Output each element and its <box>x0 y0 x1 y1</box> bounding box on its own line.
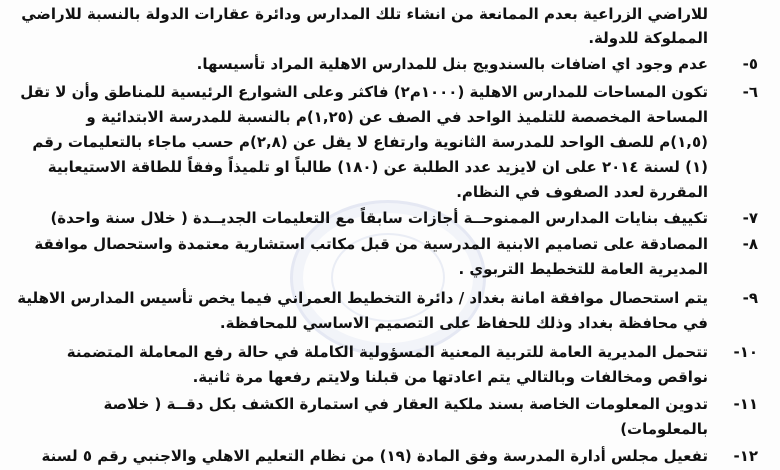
item-number: -١١ <box>733 395 758 413</box>
item-text: عدم وجود اي اضافات بالسندويج بنل للمدارس الاهلية المراد تأسيسها. <box>196 55 708 73</box>
intro-line: المملوكة للدولة. <box>588 29 708 47</box>
item-number: -٨ <box>742 235 758 253</box>
item-text: (١) لسنة ٢٠١٤ على ان لايزيد عدد الطلبة عن (١٨٠) طالباً او تلميذاً وفقاً للطاقة الاستيعابية <box>47 158 708 176</box>
item-number: -٧ <box>742 209 758 227</box>
item-text: (١,٥)م للصف الواحد للمدرسة الثانوية وارتفاع لا يقل عن (٢,٨)م حسب ماجاء بالتعليمات رقم <box>32 133 708 151</box>
item-text: في محافظة بغداد وذلك للحفاظ على التصميم الاساسي للمحافظة. <box>219 314 708 332</box>
item-text: تكون المساحات للمدارس الاهلية (١٠٠٠م٢) فاكثر وعلى الشوارع الرئيسية للمناطق وأن لا تقل <box>20 83 708 101</box>
item-text: تكييف بنايات المدارس الممنوحــة أجازات سابقاً مع التعليمات الجديــدة ( خلال سنة واحدة) <box>50 209 708 227</box>
item-text: بالمعلومات) <box>620 420 708 438</box>
item-number: -٦ <box>742 83 758 101</box>
item-text: يتم استحصال موافقة امانة بغداد / دائرة التخطيط العمراني فيما يخص تأسيس المدارس الاهلية <box>17 289 708 307</box>
item-number: -١٢ <box>733 447 758 465</box>
item-text: نواقص ومخالفات وبالتالي يتم اعادتها من قبلنا ولايتم رفعها مرة ثانية. <box>192 368 708 386</box>
item-number: -٩ <box>742 289 758 307</box>
item-text: تدوين المعلومات الخاصة بسند ملكية العقار في استمارة الكشف بكل دقــة ( خلاصة <box>103 395 708 413</box>
item-text: المقررة لعدد الصفوف في النظام. <box>456 183 708 201</box>
item-text: المساحة المخصصة للتلميذ الواحد في الصف عن (١,٢٥)م بالنسبة للمدرسة الابتدائية و <box>86 108 708 126</box>
item-text: المديرية العامة للتخطيط التربوي . <box>458 260 708 278</box>
item-text: المصادقة على تصاميم الابنية المدرسية من قبل مكاتب استشارية معتمدة واستحصال موافقة <box>34 235 708 253</box>
item-number: -٥ <box>742 55 758 73</box>
item-text: تفعيل مجلس أدارة المدرسة وفق المادة (١٩) من نظام التعليم الاهلي والاجنبي رقم ٥ لسنة <box>41 447 708 465</box>
item-number: -١٠ <box>733 343 758 361</box>
intro-line: للاراضي الزراعية بعدم الممانعة من انشاء تلك المدارس ودائرة عقارات الدولة بالنسبة للاراضي <box>21 5 708 23</box>
item-text: تتحمل المديرية العامة للتربية المعنية المسؤولية الكاملة في حالة رفع المعاملة المتضمنة <box>66 343 708 361</box>
